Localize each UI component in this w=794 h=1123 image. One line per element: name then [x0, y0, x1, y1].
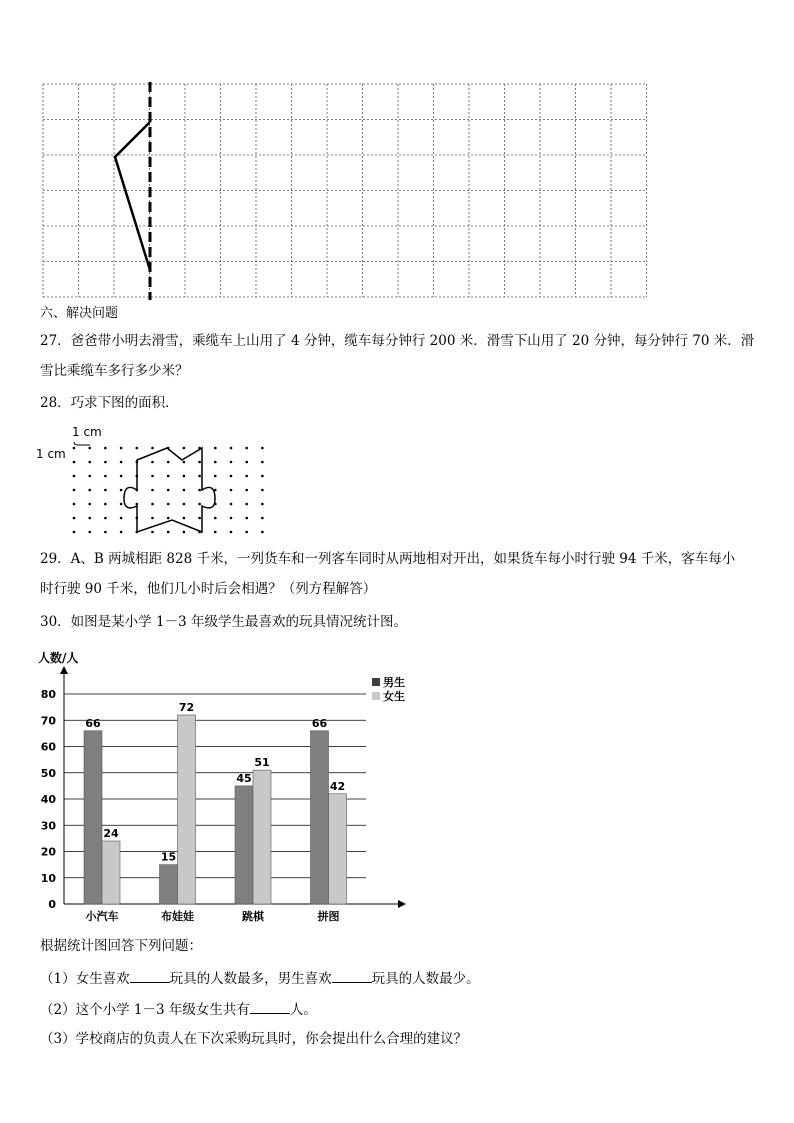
answer-blank-3[interactable]: [250, 999, 290, 1014]
question-30: 30．如图是某小学 1－3 年级学生最喜欢的玩具情况统计图。: [40, 614, 407, 630]
bar: [253, 770, 271, 904]
answer-blank-2[interactable]: [332, 968, 372, 983]
x-tick-label: 拼图: [317, 910, 340, 923]
bar: [84, 731, 102, 904]
question-28: 28．巧求下图的面积．: [40, 395, 179, 411]
bar: [160, 865, 178, 904]
y-tick-label: 10: [40, 871, 56, 885]
question-30-sub1: （1）女生喜欢 玩具的人数最多，男生喜欢 玩具的人数最少。: [40, 968, 480, 988]
y-tick-label: 60: [40, 740, 56, 754]
x-tick-label: 小汽车: [85, 910, 119, 923]
y-tick-label: 70: [40, 714, 56, 728]
bar: [311, 731, 329, 904]
dot-grid-figure: [32, 420, 282, 540]
unit-label-vertical: 1 cm: [36, 447, 66, 461]
question-27-line1: 27．爸爸带小明去滑雪，乘缆车上山用了 4 分钟，缆车每分钟行 200 米．滑雪下山用了 20 分钟，每分钟行 70 米．滑: [40, 333, 755, 349]
symmetry-grid-figure: [40, 80, 650, 302]
data-label: 51: [254, 756, 270, 770]
data-label: 15: [160, 850, 177, 864]
area-shape: [124, 448, 215, 532]
bar: [329, 794, 347, 904]
y-tick-label: 50: [40, 766, 56, 780]
bar: [178, 715, 196, 904]
question-30-sub3: （3）学校商店的负责人在下次采购玩具时，你会提出什么合理的建议？: [40, 1031, 468, 1047]
question-27-line2: 雪比乘缆车多行多少米？: [40, 363, 189, 379]
toy-preference-bar-chart: [36, 648, 416, 928]
data-label: 42: [329, 779, 346, 793]
y-tick-label: 30: [40, 819, 56, 833]
question-29-line2: 时行驶 90 千米，他们几小时后会相遇？（列方程解答）: [40, 581, 377, 597]
x-tick-label: 跳棋: [242, 910, 264, 923]
question-30-sub2: （2）这个小学 1－3 年级女生共有 人。: [40, 999, 317, 1019]
data-label: 45: [236, 771, 252, 785]
y-tick-label: 20: [40, 845, 56, 859]
half-figure-outline: [115, 122, 150, 270]
question-29-line1: 29．A、B 两城相距 828 千米，一列货车和一列客车同时从两地相对开出，如果货车每小时行驶 94 千米，客车每小: [40, 551, 736, 567]
question-30-prompt: 根据统计图回答下列问题：: [40, 938, 202, 954]
data-label: 66: [85, 716, 101, 730]
data-label: 24: [103, 827, 119, 840]
legend-label: 女生: [383, 690, 405, 703]
legend-swatch: [372, 678, 380, 686]
y-tick-label: 80: [40, 688, 56, 701]
section-title: 六、解决问题: [40, 306, 119, 321]
chart-y-axis-label: 人数/人: [38, 651, 79, 665]
answer-blank-1[interactable]: [130, 968, 170, 983]
legend-swatch: [372, 692, 380, 700]
data-label: 72: [178, 701, 195, 714]
data-label: 66: [311, 716, 328, 730]
y-tick-label: 0: [48, 898, 56, 911]
bar: [235, 786, 253, 904]
y-tick-label: 40: [40, 793, 56, 806]
unit-label-horizontal: 1 cm: [72, 425, 102, 439]
bar: [102, 841, 120, 904]
x-tick-label: 布娃娃: [161, 910, 194, 923]
legend-label: 男生: [383, 676, 405, 689]
